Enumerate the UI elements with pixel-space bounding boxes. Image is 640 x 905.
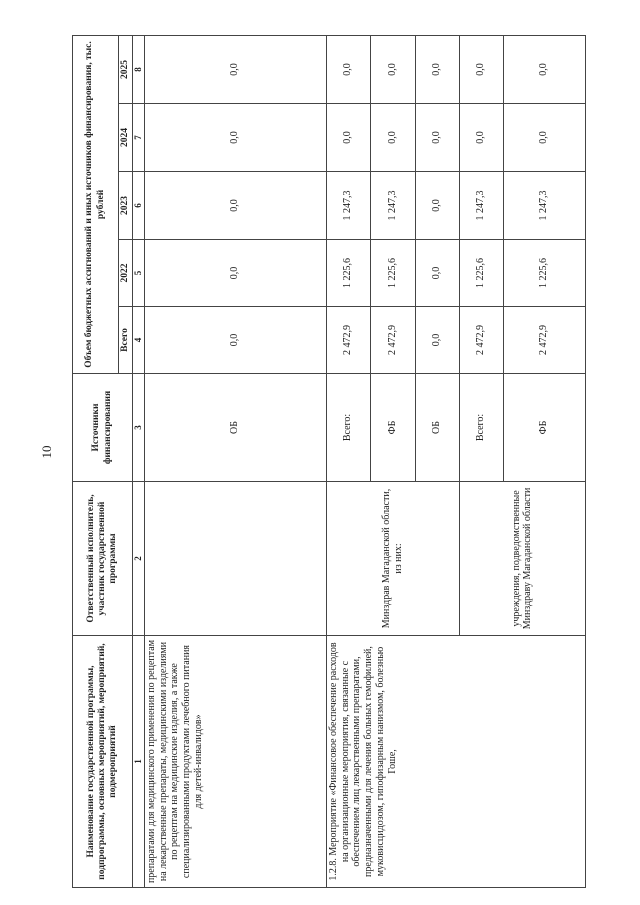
page-number: 10 — [39, 445, 54, 459]
value-cell: 1 225,6 — [503, 240, 585, 307]
value-cell: 0,0 — [144, 104, 326, 172]
row-executor: Минздрав Магаданской области, из них: — [326, 482, 459, 636]
value-cell: 1 225,6 — [370, 240, 415, 307]
col-index: 1 — [133, 636, 145, 888]
header-year-2025: 2025 — [119, 35, 133, 103]
rotated-table-wrapper — [72, 36, 584, 888]
value-cell: 1 247,3 — [459, 172, 503, 240]
value-cell: 0,0 — [370, 104, 415, 172]
value-cell: 1 225,6 — [459, 240, 503, 307]
row-source: ФБ — [370, 374, 415, 482]
col-index: 6 — [133, 172, 145, 240]
value-cell: 0,0 — [144, 240, 326, 307]
value-cell: 1 247,3 — [326, 172, 370, 240]
value-cell: 0,0 — [415, 172, 459, 240]
col-index: 8 — [133, 35, 145, 103]
value-cell: 0,0 — [144, 35, 326, 103]
value-cell: 0,0 — [415, 104, 459, 172]
value-cell: 2 472,9 — [326, 307, 370, 374]
header-source: Источники финансирования — [73, 374, 133, 482]
value-cell: 1 247,3 — [503, 172, 585, 240]
header-executor: Ответственный исполнитель, участник государственной программы — [73, 482, 133, 636]
value-cell: 2 472,9 — [459, 307, 503, 374]
col-index: 7 — [133, 104, 145, 172]
col-index: 3 — [133, 374, 145, 482]
value-cell: 1 225,6 — [326, 240, 370, 307]
value-cell: 2 472,9 — [370, 307, 415, 374]
value-cell: 0,0 — [459, 104, 503, 172]
value-cell: 0,0 — [503, 35, 585, 103]
rotated-table-frame — [72, 36, 584, 888]
header-year-2024: 2024 — [119, 104, 133, 172]
value-cell: 0,0 — [144, 307, 326, 374]
header-name: Наименование государственной программы, подпрограммы, основных мероприятий, мероприятий, подмероприятий — [73, 636, 133, 888]
col-index: 2 — [133, 482, 145, 636]
row-executor — [144, 482, 326, 636]
row-executor: учреждения, подведомственные Минздраву Магаданской области — [459, 482, 585, 636]
value-cell: 0,0 — [415, 35, 459, 103]
value-cell: 0,0 — [503, 104, 585, 172]
row-name: препаратами для медицинского применения по рецептам на лекарственные препараты, медицинскими изделиями по рецептам на медицинские изделия, а также специализированными продуктами лечебного питания для детей-инвалидов» — [144, 636, 326, 888]
row-source: ФБ — [503, 374, 585, 482]
value-cell: 0,0 — [415, 307, 459, 374]
table-row — [326, 35, 370, 887]
row-name: 1.2.8. Мероприятие «Финансовое обеспечение расходов на организационные мероприятия, связанные с обеспечением лиц лекарственными препаратами, предназначенными для лечения больных гемофилией, муковисцидозом, гипофизарным нанизмом, болезнью Гоше, — [326, 636, 585, 888]
value-cell: 0,0 — [326, 104, 370, 172]
row-source: Всего: — [459, 374, 503, 482]
value-cell: 2 472,9 — [503, 307, 585, 374]
header-total: Всего — [119, 307, 133, 374]
col-index: 5 — [133, 240, 145, 307]
value-cell: 0,0 — [326, 35, 370, 103]
row-source: ОБ — [144, 374, 326, 482]
value-cell: 0,0 — [415, 240, 459, 307]
value-cell: 0,0 — [144, 172, 326, 240]
value-cell: 1 247,3 — [370, 172, 415, 240]
financing-table — [72, 35, 586, 888]
col-index: 4 — [133, 307, 145, 374]
row-source: ОБ — [415, 374, 459, 482]
header-year-2023: 2023 — [119, 172, 133, 240]
table-row — [144, 35, 326, 887]
header-year-2022: 2022 — [119, 240, 133, 307]
row-source: Всего: — [326, 374, 370, 482]
header-volume: Объем бюджетных ассигнований и иных источников финансирования, тыс. рублей — [73, 35, 119, 373]
value-cell: 0,0 — [370, 35, 415, 103]
value-cell: 0,0 — [459, 35, 503, 103]
